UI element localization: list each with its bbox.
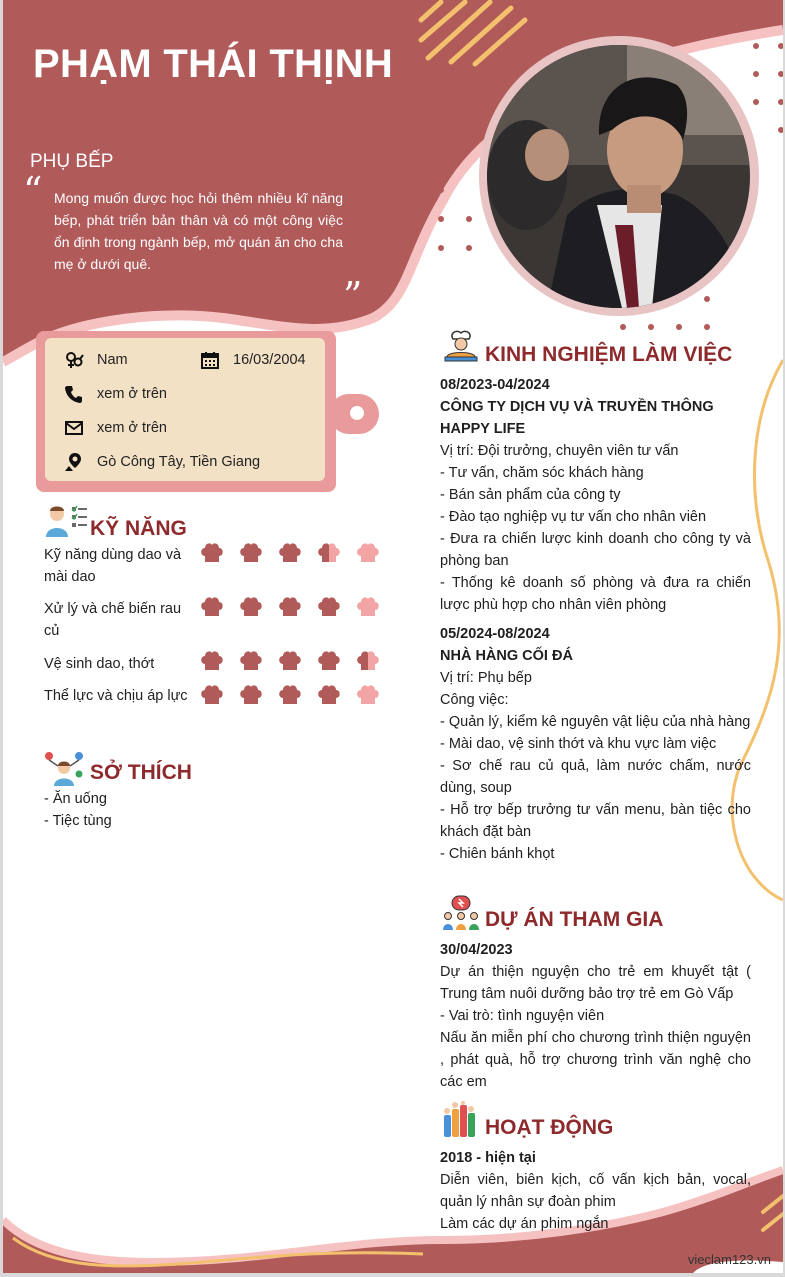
skill-hat-icon — [200, 542, 224, 564]
skill-hat-icon — [356, 542, 380, 564]
skill-label-0: Kỹ năng dùng dao và mài dao — [44, 547, 182, 585]
skill-hat-icon — [239, 684, 263, 706]
activities-icon — [442, 1101, 478, 1142]
experience-0-line-1: - Tư vấn, chăm sóc khách hàng — [440, 465, 644, 481]
skill-hat-icon — [200, 684, 224, 706]
experience-0-line-0: Vị trí: Đội trưởng, chuyên viên tư vấn — [440, 443, 679, 459]
experience-1-line-0: Vị trí: Phụ bếp — [440, 670, 532, 686]
chef-icon — [441, 329, 481, 370]
experience-1-company: NHÀ HÀNG CỐI ĐÁ — [440, 648, 573, 664]
skills-title: KỸ NĂNG — [90, 517, 187, 540]
quote-open-icon: “ — [23, 169, 43, 213]
skill-hat-icon — [239, 596, 263, 618]
experience-1-line-1: Công việc: — [440, 692, 509, 708]
footer-brand[interactable]: vieclam123.vn — [687, 1252, 771, 1267]
experience-1-line-2: - Quản lý, kiểm kê nguyên vật liệu của nhà hàng — [440, 714, 751, 730]
project-date: 30/04/2023 — [440, 942, 513, 958]
phone-value: xem ở trên — [97, 386, 167, 402]
skill-hat-icon — [200, 650, 224, 672]
experience-1-line-4: - Sơ chế rau củ quả, làm nước chấm, nước dùng, soup — [440, 758, 751, 796]
skill-label-2: Vệ sinh dao, thớt — [44, 656, 155, 672]
project-line-0: Dự án thiện nguyện cho trẻ em khuyết tật ( Trung tâm nuôi dưỡng bảo trợ trẻ em Gò Vấp — [440, 964, 751, 1002]
experience-1-period: 05/2024-08/2024 — [440, 626, 550, 642]
experience-1-line-6: - Chiên bánh khọt — [440, 846, 555, 862]
email-value: xem ở trên — [97, 420, 167, 436]
skill-hat-icon — [239, 650, 263, 672]
experience-1-line-5: - Hỗ trợ bếp trưởng tư vấn menu, bàn tiệc cho khách đặt bàn — [440, 802, 751, 840]
quote-close-icon: ” — [343, 274, 363, 318]
experience-0-line-3: - Đào tạo nghiệp vụ tư vấn cho nhân viên — [440, 509, 707, 525]
activities-title: HOẠT ĐỘNG — [485, 1116, 614, 1139]
experience-entry-0 — [440, 374, 751, 616]
activities-content — [440, 1147, 751, 1235]
hobbies-icon — [44, 750, 84, 791]
skill-hat-icon — [278, 596, 302, 618]
experience-0-line-5: - Thống kê doanh số phòng và đưa ra chiến lược phù hợp cho nhân viên phòng — [440, 575, 751, 613]
birthday-value: 16/03/2004 — [233, 352, 306, 368]
career-objective: Mong muốn được học hỏi thêm nhiều kĩ năng bếp, phát triển bản thân và có một công việc ổn định trong ngành bếp, mở quán ăn cho cha mẹ ở dưới quê. — [54, 190, 343, 272]
skill-hat-icon — [317, 684, 341, 706]
experience-0-company: CÔNG TY DỊCH VỤ VÀ TRUYỀN THÔNG HAPPY LIFE — [440, 399, 714, 437]
projects-title: DỰ ÁN THAM GIA — [485, 908, 664, 931]
experience-1-line-3: - Mài dao, vệ sinh thớt và khu vực làm việc — [440, 736, 717, 752]
skill-hat-icon — [278, 650, 302, 672]
skill-hat-icon — [200, 596, 224, 618]
hobby-item-1: - Tiệc tùng — [44, 813, 112, 829]
skill-hat-icon — [356, 650, 380, 672]
skill-hat-icon — [317, 596, 341, 618]
job-title: PHỤ BẾP — [30, 151, 114, 172]
skill-hat-icon — [356, 684, 380, 706]
candidate-name: PHẠM THÁI THỊNH — [33, 42, 394, 86]
project-line-1: - Vai trò: tình nguyện viên — [440, 1008, 605, 1024]
skill-hat-icon — [239, 542, 263, 564]
gender-value: Nam — [97, 352, 128, 368]
skill-hat-icon — [317, 542, 341, 564]
cv-page — [3, 0, 783, 1273]
experience-0-line-4: - Đưa ra chiến lược kinh doanh cho công ty và phòng ban — [440, 531, 751, 569]
skill-hat-icon — [317, 650, 341, 672]
activities-line-1: Làm các dự án phim ngắn — [440, 1216, 609, 1232]
hobby-item-0: - Ăn uống — [44, 791, 107, 807]
skill-hat-icon — [356, 596, 380, 618]
experience-0-line-2: - Bán sản phẩm của công ty — [440, 487, 621, 503]
skill-hat-icon — [278, 684, 302, 706]
avatar — [487, 45, 750, 308]
projects-content — [440, 939, 751, 1093]
experience-0-period: 08/2023-04/2024 — [440, 377, 550, 393]
project-line-2: Nấu ăn miễn phí cho chương trình thiện nguyện , phát quà, hỗ trợ chương trình văn nghệ cho các em — [440, 1030, 751, 1090]
experience-title: KINH NGHIỆM LÀM VIỆC — [485, 343, 733, 366]
skill-rating-hats — [3, 0, 403, 760]
project-icon — [442, 894, 480, 935]
activities-date: 2018 - hiện tại — [440, 1150, 536, 1166]
skill-label-3: Thể lực và chịu áp lực — [44, 688, 188, 704]
activities-line-0: Diễn viên, biên kịch, cố vấn kịch bản, vocal, quản lý nhân sự đoàn phim — [440, 1172, 751, 1210]
address-value: Gò Công Tây, Tiền Giang — [97, 454, 261, 470]
experience-entry-1 — [440, 623, 751, 865]
skill-hat-icon — [278, 542, 302, 564]
hobbies-title: SỞ THÍCH — [90, 761, 192, 784]
skill-label-1: Xử lý và chế biến rau củ — [44, 601, 182, 639]
